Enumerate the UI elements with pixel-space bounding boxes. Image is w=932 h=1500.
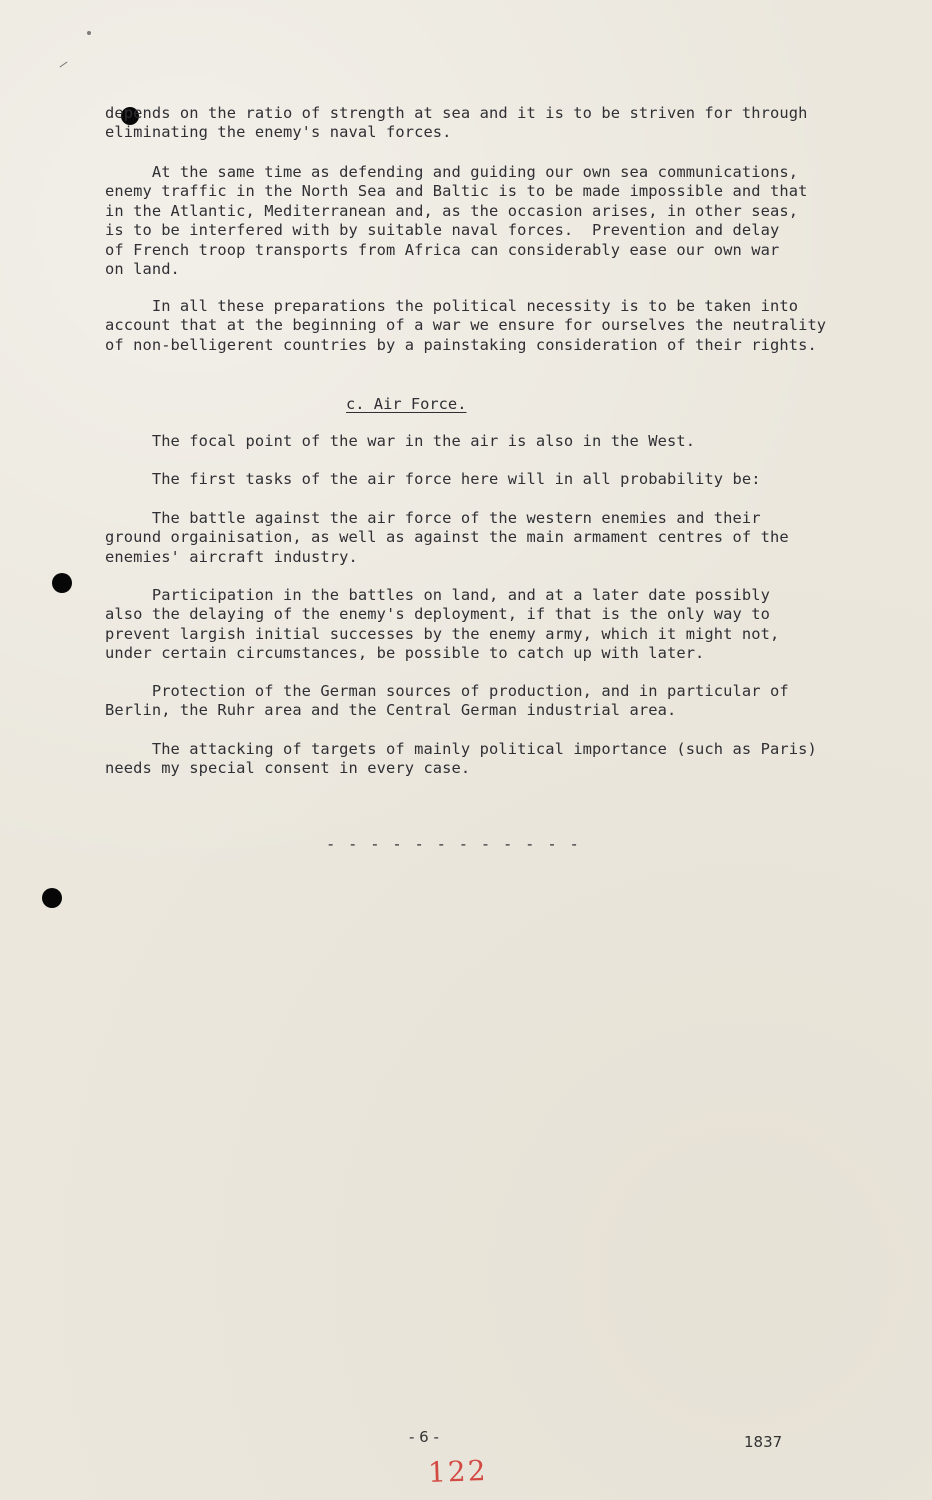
- text-line: prevent largish initial successes by the enemy army, which it might not,: [105, 624, 780, 643]
- text-line: The attacking of targets of mainly political importance (such as Paris): [105, 740, 817, 758]
- paragraph-naval-opening: [105, 104, 865, 143]
- text-line: eliminating the enemy's naval forces.: [105, 123, 452, 142]
- document-number: 1837: [744, 1433, 783, 1451]
- section-separator: - - - - - - - - - - - -: [326, 835, 581, 853]
- text-line: of non-belligerent countries by a painstaking consideration of their rights.: [105, 335, 817, 354]
- paragraph-battle-against-air-force: [105, 509, 865, 567]
- text-line: enemy traffic in the North Sea and Baltic is to be made impossible and that: [105, 182, 808, 201]
- text-line: In all these preparations the political necessity is to be taken into: [105, 297, 799, 315]
- page-number: - 6 -: [409, 1428, 439, 1446]
- punch-hole: [42, 888, 62, 908]
- handwritten-folio-number: 122: [427, 1453, 489, 1490]
- text-line: on land.: [105, 260, 180, 279]
- pencil-mark: [60, 62, 68, 68]
- paragraph-land-battles: [105, 586, 865, 664]
- paragraph-political-necessity: [105, 297, 865, 355]
- text-line: The focal point of the war in the air is also in the West.: [105, 432, 696, 450]
- text-line: The battle against the air force of the western enemies and their: [105, 509, 761, 527]
- paragraph-production-protection: [105, 682, 865, 721]
- text-line: Participation in the battles on land, and at a later date possibly: [105, 586, 770, 604]
- paragraph-sea-communications: [105, 163, 865, 279]
- section-heading-air-force: c. Air Force.: [346, 395, 467, 413]
- paragraph-focal-point: [105, 432, 865, 451]
- text-line: Protection of the German sources of production, and in particular of: [105, 682, 789, 700]
- text-line: of French troop transports from Africa can considerably ease our own war: [105, 240, 780, 259]
- text-line: needs my special consent in every case.: [105, 759, 471, 778]
- text-line: At the same time as defending and guiding our own sea communications,: [105, 163, 799, 181]
- text-line: The first tasks of the air force here will in all probability be:: [105, 470, 761, 488]
- paragraph-political-targets: [105, 740, 865, 779]
- text-line: is to be interfered with by suitable naval forces. Prevention and delay: [105, 221, 780, 240]
- text-line: also the delaying of the enemy's deployment, if that is the only way to: [105, 605, 770, 624]
- pencil-mark: [87, 31, 91, 35]
- text-line: account that at the beginning of a war we ensure for ourselves the neutrality: [105, 316, 827, 335]
- text-line: depends on the ratio of strength at sea and it is to be striven for through: [105, 104, 808, 122]
- text-line: Berlin, the Ruhr area and the Central German industrial area.: [105, 701, 677, 720]
- punch-hole: [52, 573, 72, 593]
- text-line: enemies' aircraft industry.: [105, 547, 358, 566]
- text-line: in the Atlantic, Mediterranean and, as the occasion arises, in other seas,: [105, 201, 799, 220]
- paragraph-first-tasks: [105, 470, 865, 489]
- text-line: ground orgainisation, as well as against the main armament centres of the: [105, 528, 789, 547]
- text-line: under certain circumstances, be possible to catch up with later.: [105, 644, 705, 663]
